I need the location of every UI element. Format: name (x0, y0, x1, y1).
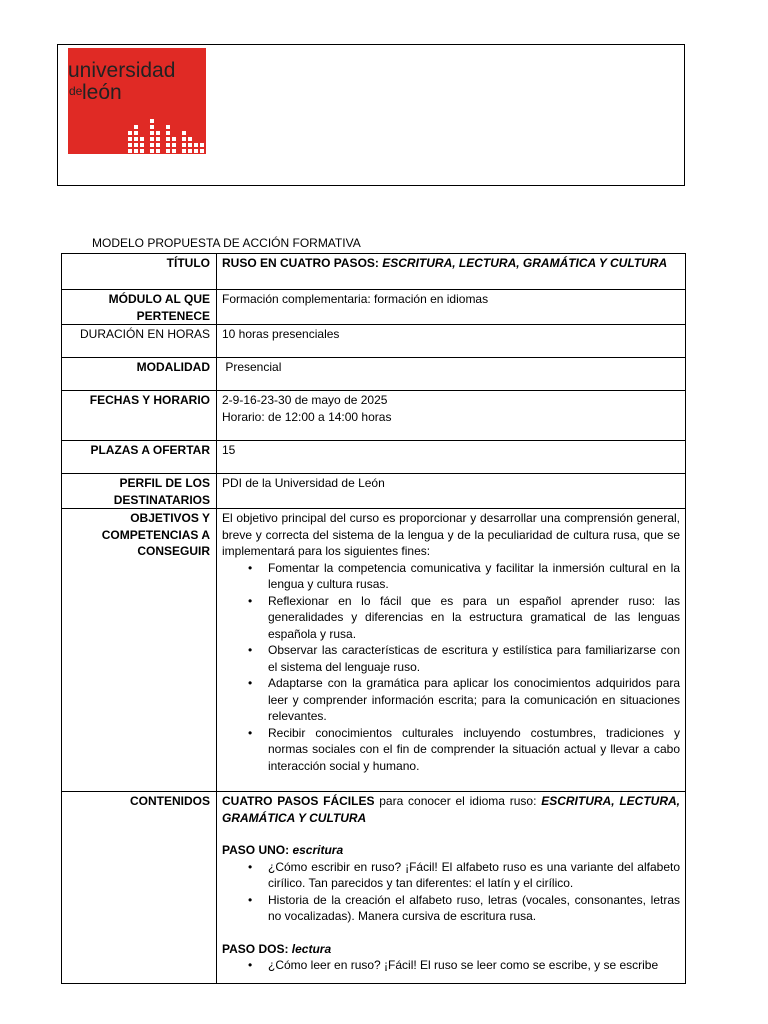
logo-pixel (166, 149, 170, 153)
row-contenidos (62, 792, 686, 984)
university-logo (68, 48, 206, 154)
paso-dos-heading: PASO DOS: lectura (222, 941, 332, 956)
logo-pixel (194, 143, 198, 147)
objetivos-list (222, 560, 680, 775)
logo-pixel (134, 131, 138, 135)
logo-pixel (134, 143, 138, 147)
row-fechas (62, 391, 686, 441)
logo-pixel (156, 131, 160, 135)
logo-pixel (150, 149, 154, 153)
value-modalidad: Presencial (217, 358, 686, 391)
logo-pixel (128, 137, 132, 141)
logo-pixel (140, 143, 144, 147)
logo-pixel (134, 125, 138, 129)
label-titulo: TÍTULO (62, 254, 217, 290)
logo-pixel (150, 119, 154, 123)
logo-pixel (150, 137, 154, 141)
fechas-dates: 2-9-16-23-30 de mayo de 2025 (222, 393, 388, 407)
row-modalidad (62, 358, 686, 391)
logo-pixel (150, 125, 154, 129)
logo-pixel (134, 137, 138, 141)
row-duracion (62, 325, 686, 358)
logo-pixel (182, 137, 186, 141)
logo-pixel (156, 143, 160, 147)
logo-pixel (172, 137, 176, 141)
logo-pixel (166, 137, 170, 141)
row-titulo (62, 254, 686, 290)
paso-uno-heading: PASO UNO: escritura (222, 843, 344, 857)
value-contenidos (217, 792, 686, 984)
value-titulo: RUSO EN CUATRO PASOS: ESCRITURA, LECTURA, GRAMÁTICA Y CULTURA (217, 254, 686, 290)
proposal-table (61, 253, 686, 984)
contenidos-intro: CUATRO PASOS FÁCILES para conocer el idioma ruso: ESCRITURA, LECTURA, GRAMÁTICA Y CULTURA (222, 794, 680, 825)
logo-pixel (166, 131, 170, 135)
logo-pixel (182, 131, 186, 135)
logo-pixel (134, 149, 138, 153)
logo-pixel (166, 125, 170, 129)
list-item: • Historia de la creación el alfabeto ruso, letras (vocales, consonantes, letras no vocalizadas). Manera cursiva de escritura rusa. (268, 892, 680, 925)
fechas-horario: Horario: de 12:00 a 14:00 horas (222, 409, 392, 424)
logo-pixel (188, 137, 192, 141)
list-item: • ¿Cómo leer en ruso? ¡Fácil! El ruso se leer como se escribe, y se escribe (268, 957, 680, 974)
list-item: • Recibir conocimientos culturales incluyendo costumbres, tradiciones y normas sociales con el fin de comprender la situación actual y llevar a cabo interacción social y humano. (268, 725, 680, 775)
row-plazas (62, 441, 686, 474)
paso-uno-list (222, 859, 680, 925)
logo-pixel (140, 137, 144, 141)
logo-pixel (166, 143, 170, 147)
logo-pixel (140, 149, 144, 153)
logo-pixel (128, 131, 132, 135)
logo-pixel (182, 149, 186, 153)
value-plazas: 15 (217, 441, 686, 474)
logo-pixel (156, 149, 160, 153)
label-plazas: PLAZAS A OFERTAR (62, 441, 217, 474)
logo-pixel (200, 143, 204, 147)
value-perfil: PDI de la Universidad de León (217, 474, 686, 509)
logo-pixel (172, 149, 176, 153)
form-title: MODELO PROPUESTA DE ACCIÓN FORMATIVA (92, 236, 361, 250)
label-modalidad: MODALIDAD (62, 358, 217, 391)
list-item: • Fomentar la competencia comunicativa y facilitar la inmersión cultural en la lengua y cultura rusas. (268, 560, 680, 593)
logo-pixel (156, 137, 160, 141)
list-item: • Observar las características de escritura y estilística para familiarizarse con el sistema del lenguaje ruso. (268, 642, 680, 675)
label-fechas: FECHAS Y HORARIO (62, 391, 217, 441)
logo-bars (128, 119, 204, 153)
label-contenidos: CONTENIDOS (62, 792, 217, 984)
logo-text-leon: león (82, 81, 122, 104)
logo-pixel (150, 131, 154, 135)
logo-pixel (188, 143, 192, 147)
logo-pixel (128, 149, 132, 153)
header-box (57, 44, 685, 186)
logo-text-line1: universidad (68, 59, 176, 82)
row-objetivos (62, 509, 686, 792)
value-modulo: Formación complementaria: formación en idiomas (217, 290, 686, 325)
label-objetivos: OBJETIVOS Y COMPETENCIAS A CONSEGUIR (62, 509, 217, 792)
logo-pixel (194, 149, 198, 153)
value-fechas (217, 391, 686, 441)
logo-pixel (188, 149, 192, 153)
list-item: • ¿Cómo escribir en ruso? ¡Fácil! El alfabeto ruso es una variante del alfabeto cirílico. Tan parecidos y tan diferentes: el latín y el cirílico. (268, 859, 680, 892)
label-perfil: PERFIL DE LOS DESTINATARIOS (62, 474, 217, 509)
value-objetivos (217, 509, 686, 792)
label-duracion: DURACIÓN EN HORAS (62, 325, 217, 358)
logo-text-de: de (69, 84, 83, 98)
logo-graphic (68, 48, 206, 154)
list-item: • Reflexionar en lo fácil que es para un español aprender ruso: las generalidades y diferencias en la estructura gramatical de las lenguas española y rusa. (268, 593, 680, 643)
list-item: • Adaptarse con la gramática para aplicar los conocimientos adquiridos para leer y comprender información escrita; para la comunicación en situaciones relevantes. (268, 675, 680, 725)
paso-dos-list (222, 957, 680, 974)
logo-pixel (182, 143, 186, 147)
logo-pixel (150, 143, 154, 147)
logo-pixel (200, 149, 204, 153)
objetivos-intro: El objetivo principal del curso es proporcionar y desarrollar una comprensión general, breve y correcta del sistema de la lengua y de la peculiaridad de cultura rusa, que se implementará para los siguientes fines: (222, 511, 680, 558)
label-modulo: MÓDULO AL QUE PERTENECE (62, 290, 217, 325)
logo-pixel (128, 143, 132, 147)
row-perfil (62, 474, 686, 509)
logo-pixel (172, 143, 176, 147)
value-duracion: 10 horas presenciales (217, 325, 686, 358)
row-modulo (62, 290, 686, 325)
